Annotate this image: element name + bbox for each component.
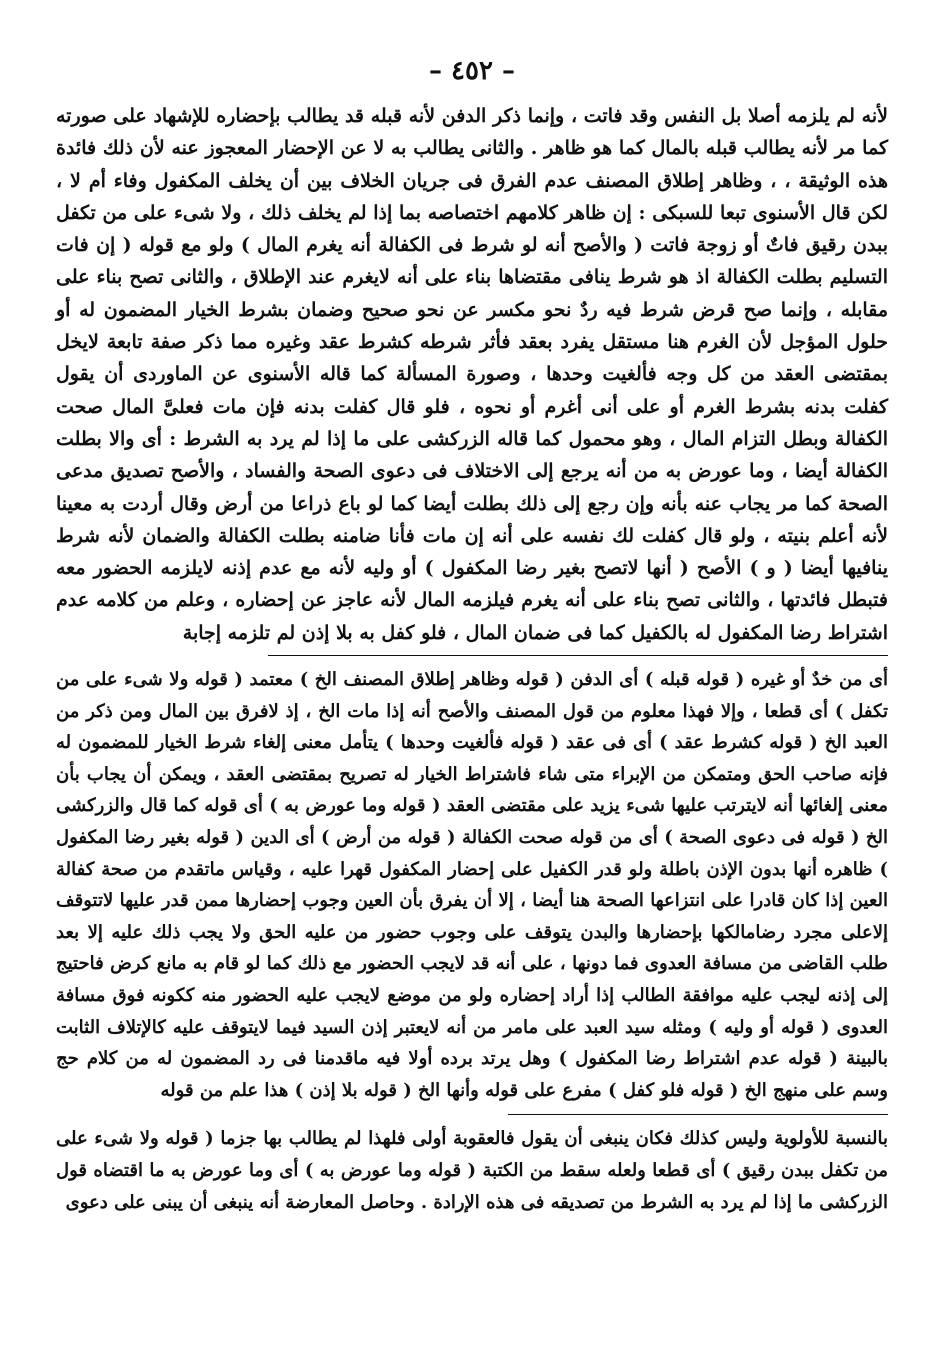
page-number: – ٤٥٢ –: [428, 56, 516, 86]
main-text-paragraph: لأنه لم يلزمه أصلا بل النفس وقد فاتت ، وإنما ذكر الدفن لأنه قبله قد يطالب بإحضاره للإشهاد على صورته كما مر لأنه يطالب قبله بالمال كما هو ظاهر . والثانى يطالب به لا عن الإحضار المعجوز عنه لأن ذلك فائدة هذه الوثيقة ، ، وظاهر إطلاق المصنف عدم الفرق فى جريان الخلاف بين أن يخلف المكفول وفاء أم لا ، لكن قال الأسنوى تبعا للسبكى : إن ظاهر كلامهم اختصاصه بما إذا لم يخلف ذلك ، ولا شىء على من تكفل ببدن رقيق فاتٌ أو زوجة فاتت ( والأصح أنه لو شرط فى الكفالة أنه يغرم المال ) ولو مع قوله ( إن فات التسليم بطلت الكفالة اذ هو شرط ينافى مقتضاها بناء على أنه لايغرم عند الإطلاق ، والثانى تصح بناء على مقابله ، وإنما صح قرض شرط فيه ردٌ نحو مكسر عن نحو صحيح وضمان بشرط الخيار المضمون له أو حلول المؤجل لأن الغرم هنا مستقل يفرد بعقد فأثر شرطه كشرط عقد وغيره مما ذكر صفة تابعة لايخل بمقتضى العقد من كل وجه فألغيت وحدها ، وصورة المسألة كما قاله الأسنوى عن الماوردى أن يقول كفلت بدنه بشرط الغرم أو على أنى أغرم أو نحوه ، فلو قال كفلت بدنه فإن مات فعلىَّ المال صحت الكفالة وبطل التزام المال ، وهو محمول كما قاله الزركشى على ما إذا لم يرد به الشرط : أى والا بطلت الكفالة أيضا ، وما عورض به من أنه يرجع إلى الاختلاف فى دعوى الصحة والفساد ، والأصح تصديق مدعى الصحة كما مر يجاب عنه بأنه وإن رجع إلى ذلك بطلت أيضا كما لو باع ذراعا من أرض وقال أردت به معينا لأنه أعلم بنيته ، ولو قال كفلت لك نفسه على أنه إن مات فأنا ضامنه بطلت الكفالة والضمان لأنه شرط ينافيها أيضا ( و ) الأصح ( أنها لاتصح بغير رضا المكفول ) أو وليه لأنه مع عدم إذنه لايلزمه الحضور معه فتبطل فائدتها ، والثانى تصح بناء على أنه يغرم فيلزمه المال لأنه عاجز عن إحضاره ، وعلم من كلامه عدم اشتراط رضا المكفول له بالكفيل كما فى ضمان المال ، فلو كفل به بلا إذن لم تلزمه إجابة: [56, 105, 888, 644]
continuation-paragraph: بالنسبة للأولوية وليس كذلك فكان ينبغى أن يقول فالعقوبة أولى فلهذا لم يطالب بها جزما ( قوله ولا شىء على من تكفل ببدن رقيق ) أى قطعا ولعله سقط من الكتبة ( قوله وما عورض به ) أى وما عورض به ما اقتضاه قول الزركشى ما إذا لم يرد به الشرط من تصديقه فى هذه الإرادة . وحاصل المعارضة أنه ينبغى أن يبنى على دعوى: [56, 1128, 888, 1213]
main-text-block: [56, 100, 888, 649]
continuation-text-block: [56, 1123, 888, 1218]
continuation-divider: [508, 1114, 888, 1115]
gloss-text-block: [56, 664, 888, 1106]
footnote-divider: [268, 655, 888, 656]
gloss-paragraph: أى من خدٌ أو غيره ( قوله قبله ) أى الدفن ( قوله وظاهر إطلاق المصنف الخ ) معتمد ( قوله ولا شىء على من تكفل ) أى قطعا ، وإلا فهذا معلوم من قول المصنف والأصح أنه إذا مات الخ ، إذ لافرق بين المال ومن ذكر من العبد الخ ( قوله كشرط عقد ) أى فى عقد ( قوله فألغيت وحدها ) يتأمل معنى إلغاء شرط الخيار للمضمون له فإنه صاحب الحق ومتمكن من الإبراء متى شاء فاشتراط الخيار له تصريح بمقتضى العقد ، ويمكن أن يجاب بأن معنى إلغائها أنه لايترتب عليها شىء يزيد على مقتضى العقد ( قوله وما عورض به ) أى قوله كما قال والزركشى الخ ( قوله فى دعوى الصحة ) أى من قوله صحت الكفالة ( قوله من أرض ) أى الدين ( قوله بغير رضا المكفول ) ظاهره أنها بدون الإذن باطلة ولو قدر الكفيل على إحضار المكفول قهرا عليه ، وقياس ماتقدم من صحة كفالة العين إذا كان قادرا على انتزاعها الصحة هنا أيضا ، إلا أن يفرق بأن العين وجوب إحضارها ممن قدر عليها لاتتوقف إلاعلى مجرد رضامالكها بإحضارها والبدن يتوقف على وجوب حضور من عليه الحق ولا يجب ذلك عليه إلا بعد طلب القاضى من مسافة العدوى فما دونها ، على أنه قد لايجب الحضور مع ذلك كما لو قام به مانع كرض فاحتيج إلى إذنه ليجب عليه موافقة الطالب إذا أراد إحضاره ولو من موضع لايجب عليه الحضور منه ككونه فوق مسافة العدوى ( قوله أو وليه ) ومثله سيد العبد على مامر من أنه لايعتبر إذن السيد فيما لايتوقف عليه كالإتلاف الثابت بالبينة ( قوله عدم اشتراط رضا المكفول ) وهل يرتد برده أولا فيه ماقدمنا فى رد المضمون له من كلام حج وسم على منهج الخ ( قوله فلو كفل ) مفرع على قوله وأنها الخ ( قوله بلا إذن ) هذا علم من قوله: [56, 669, 888, 1101]
